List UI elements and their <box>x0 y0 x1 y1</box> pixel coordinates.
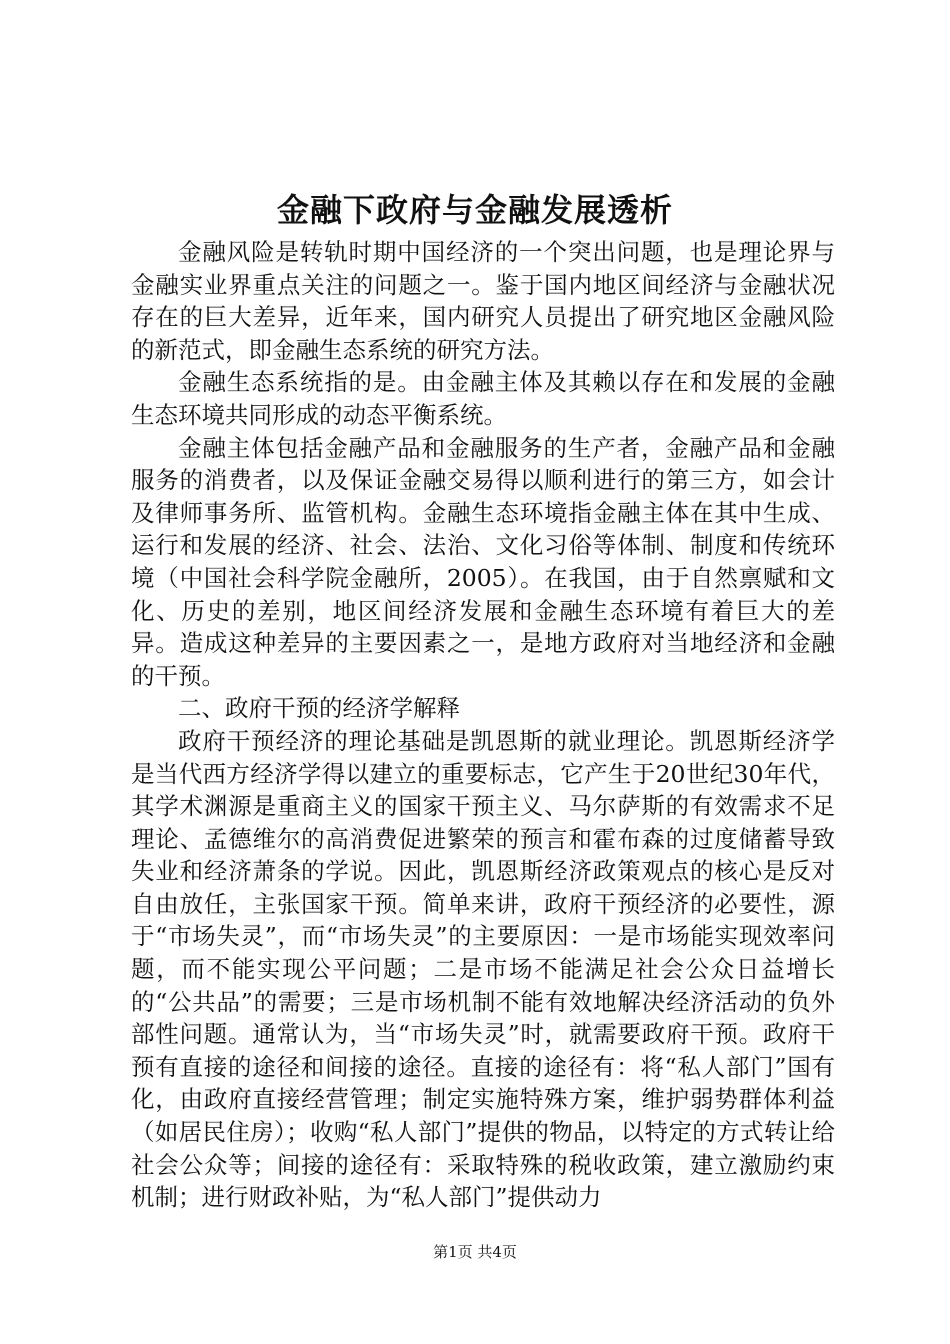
document-body <box>131 236 835 1214</box>
document-title: 金融下政府与金融发展透析 <box>276 191 673 229</box>
paragraph: 金融主体包括金融产品和金融服务的生产者，金融产品和金融服务的消费者，以及保证金融交易得以顺利进行的第三方，如会计及律师事务所、监管机构。金融生态环境指金融主体在其中生成、运行和发展的经济、社会、法治、文化习俗等体制、制度和传统环境（中国社会科学院金融所，2005）。在我国，由于自然禀赋和文化、历史的差别，地区间经济发展和金融生态环境有着巨大的差异。造成这种差异的主要因素之一，是地方政府对当地经济和金融的干预。 <box>131 433 835 690</box>
section-heading: 二、政府干预的经济学解释 <box>178 694 460 723</box>
page-footer: 第1页 共4页 <box>433 1243 517 1261</box>
paragraph: 政府干预经济的理论基础是凯恩斯的就业理论。凯恩斯经济学是当代西方经济学得以建立的重要标志，它产生于20世纪30年代，其学术渊源是重商主义的国家干预主义、马尔萨斯的有效需求不足理论、孟德维尔的高消费促进繁荣的预言和霍布森的过度储蓄导致失业和经济萧条的学说。因此，凯恩斯经济政策观点的核心是反对自由放任，主张国家干预。简单来讲，政府干预经济的必要性，源于“市场失灵”，而“市场失灵”的主要原因：一是市场能实现效率问题，而不能实现公平问题；二是市场不能满足社会公众日益增长的“公共品”的需要；三是市场机制不能有效地解决经济活动的负外部性问题。通常认为，当“市场失灵”时，就需要政府干预。政府干预有直接的途径和间接的途径。直接的途径有：将“私人部门”国有化，由政府直接经营管理；制定实施特殊方案，维护弱势群体利益（如居民住房）；收购“私人部门”提供的物品，以特定的方式转让给社会公众等；间接的途径有：采取特殊的税收政策，建立激励约束机制；进行财政补贴，为“私人部门”提供动力 <box>131 726 835 1212</box>
paragraph: 金融生态系统指的是。由金融主体及其赖以存在和发展的金融生态环境共同形成的动态平衡系统。 <box>131 368 835 429</box>
paragraph: 金融风险是转轨时期中国经济的一个突出问题，也是理论界与金融实业界重点关注的问题之一。鉴于国内地区间经济与金融状况存在的巨大差异，近年来，国内研究人员提出了研究地区金融风险的新范式，即金融生态系统的研究方法。 <box>131 238 835 364</box>
